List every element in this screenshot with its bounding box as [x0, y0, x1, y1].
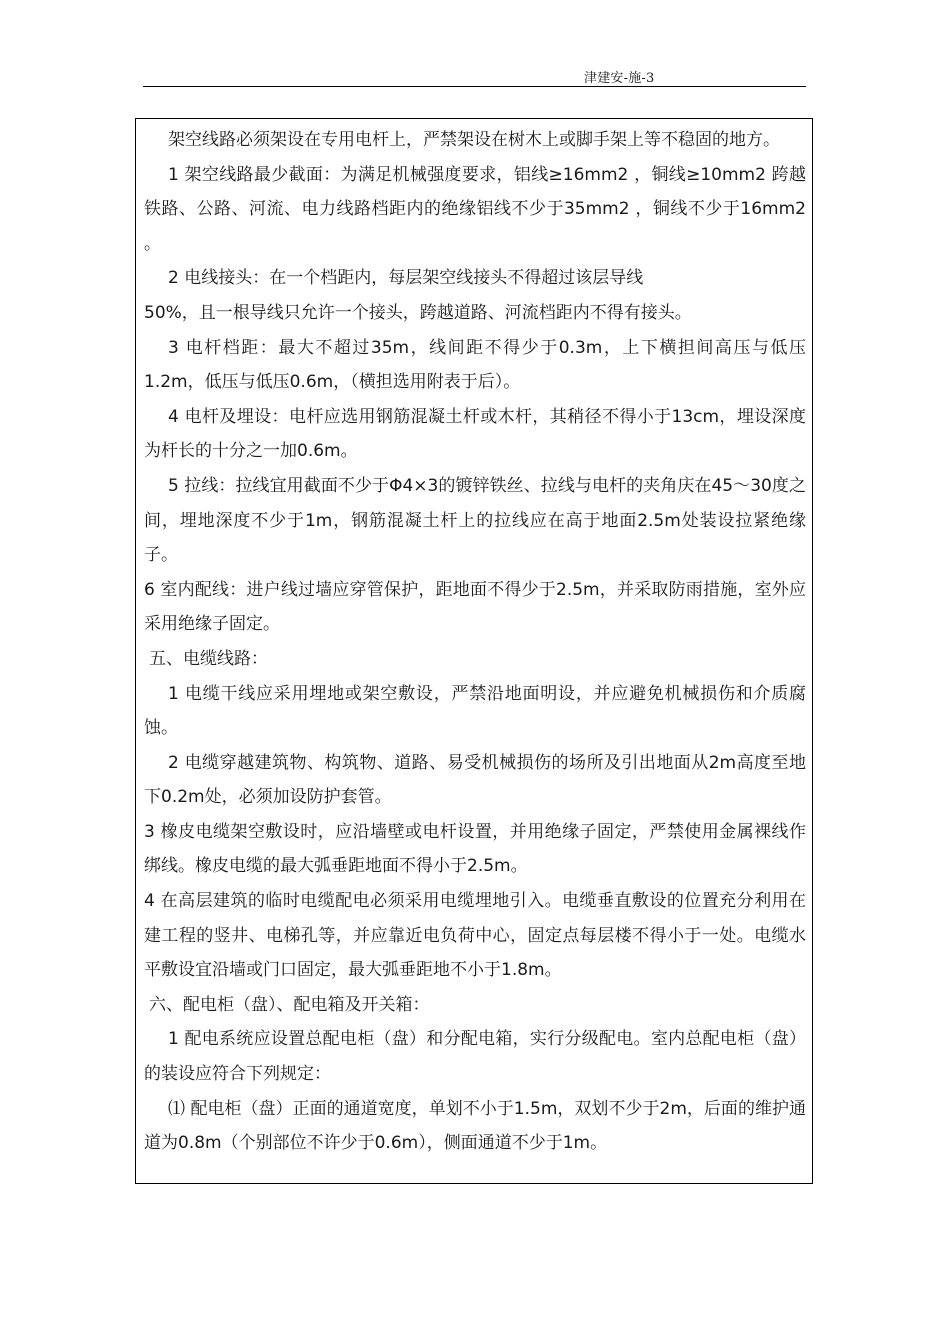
paragraph: 4 电杆及埋设：电杆应选用钢筋混凝土杆或木杆，其稍径不得小于13cm，埋设深度为杆长的十分之一加0.6m。 [144, 406, 806, 462]
paragraph: 1 架空线路最少截面：为满足机械强度要求，铝线≥16mm2 ，铜线≥10mm2 跨越铁路、公路、河流、电力线路档距内的绝缘铝线不少于35mm2 ，铜线不少于16mm2 。 [144, 164, 806, 254]
paragraph: 架空线路必须架设在专用电杆上，严禁架设在树木上或脚手架上等不稳固的地方。 [168, 130, 780, 150]
paragraph: 2 电缆穿越建筑物、构筑物、道路、易受机械损伤的场所及引出地面从2m高度至地下0.2m处，必须加设防护套管。 [144, 752, 806, 808]
paragraph: 3 电杆档距：最大不超过35m，线间距不得少于0.3m，上下横担间高压与低压1.2m，低压与低压0.6m，（横担选用附表于后）。 [144, 337, 806, 393]
paragraph: 4 在高层建筑的临时电缆配电必须采用电缆埋地引入。电缆垂直敷设的位置充分利用在建工程的竖井、电梯孔等，并应靠近电负荷中心，固定点每层楼不得小于一处。电缆水平敷设宜沿墙或门口固定，最大弧垂距地不小于1.8m。 [144, 891, 806, 981]
section-heading: 六、配电柜（盘）、配电箱及开关箱： [149, 994, 430, 1015]
paragraph: 2 电线接头：在一个档距内，每层架空线接头不得超过该层导线 [168, 268, 644, 289]
paragraph: 1 电缆干线应采用埋地或架空敷设，严禁沿地面明设，并应避免机械损伤和介质腐蚀。 [144, 683, 806, 739]
paragraph: 50%，且一根导线只允许一个接头，跨越道路、河流档距内不得有接头。 [144, 302, 692, 323]
page-header [143, 64, 806, 87]
paragraph: 5 拉线：拉线宜用截面不少于Φ4×3的镀锌铁丝、拉线与电杆的夹角庆在45～30度之间，埋地深度不少于1m，钢筋混凝土杆上的拉线应在高于地面2.5m处装设拉紧绝缘子。 [144, 475, 806, 566]
section-heading: 五、电缆线路： [149, 648, 268, 669]
document-code: 津建安-施-3 [584, 71, 655, 86]
paragraph: 3 橡皮电缆架空敷设时，应沿墙壁或电杆设置，并用绝缘子固定，严禁使用金属裸线作绑线。橡皮电缆的最大弧垂距地面不得小于2.5m。 [144, 821, 806, 877]
paragraph: 6 室内配线：进户线过墙应穿管保护，距地面不得少于2.5m，并采取防雨措施，室外应采用绝缘子固定。 [144, 579, 806, 635]
paragraph: ⑴ 配电柜（盘）正面的通道宽度，单划不小于1.5m，双划不少于2m，后面的维护通道为0.8m（个别部位不许少于0.6m），侧面通道不少于1m。 [144, 1098, 806, 1154]
content-table-cell [135, 118, 813, 1184]
paragraph: 1 配电系统应设置总配电柜（盘）和分配电箱，实行分级配电。室内总配电柜（盘）的装设应符合下列规定： [144, 1029, 806, 1085]
